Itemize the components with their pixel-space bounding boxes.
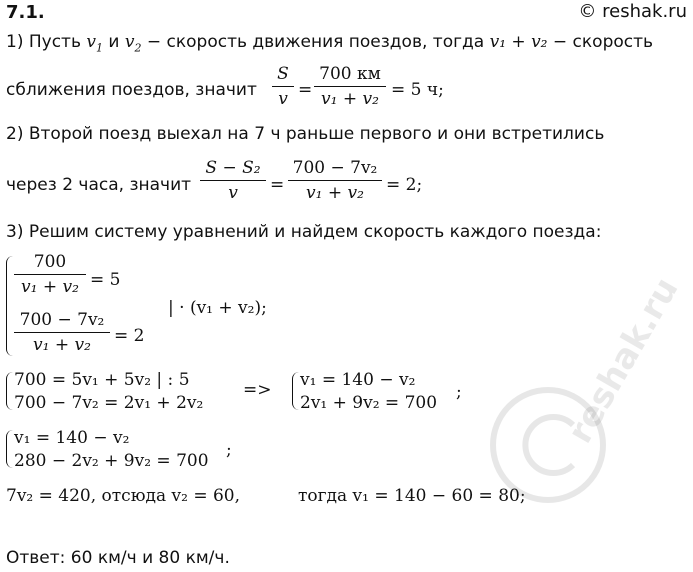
system1-fraction1: 700 v₁ + v₂ — [14, 252, 86, 297]
step1-mid: − скорость движения поездов, тогда — [146, 32, 485, 52]
fraction-s-minus-s2-over-v: S − S₂ v — [200, 158, 266, 203]
copyright-label: © reshak.ru — [578, 1, 687, 22]
implies-arrow: => — [243, 380, 272, 400]
equals-sign: = — [298, 80, 313, 100]
system2-line1: 700 = 5v₁ + 5v₂ | : 5 — [14, 370, 190, 390]
fraction-700-over-sum: 700 км v₁ + v₂ — [314, 64, 386, 109]
final-line-a: 7v₂ = 420, отсюда v₂ = 60, — [6, 486, 241, 506]
step3-line1: 3) Решим систему уравнений и найдем скорость каждого поезда: — [6, 222, 602, 242]
system2-brace — [6, 372, 13, 410]
system1-multiplier: | · (v₁ + v₂); — [168, 298, 267, 318]
var-v2: $v_2$ — [124, 32, 142, 55]
system1-brace — [6, 256, 13, 356]
equals-sign: = — [270, 175, 285, 195]
system4-end: ; — [226, 440, 232, 460]
system4-line2: 280 − 2v₂ + 9v₂ = 700 — [14, 451, 209, 471]
step1-end: − скорость — [552, 32, 654, 52]
system2-line2: 700 − 7v₂ = 2v₁ + 2v₂ — [14, 393, 204, 413]
step1-result: = 5 ч; — [391, 80, 444, 100]
step1-line1 — [6, 32, 653, 54]
system3-brace — [292, 372, 299, 410]
step2-line1: 2) Второй поезд выехал на 7 ч раньше первого и они встретились — [6, 124, 605, 144]
var-v1: $v_1$ — [86, 32, 103, 55]
final-line-b: тогда v₁ = 140 − 60 = 80; — [298, 486, 526, 506]
system4-line1: v₁ = 140 − v₂ — [14, 428, 130, 448]
problem-number: 7.1. — [6, 2, 45, 23]
system1-eq1-result: = 5 — [90, 270, 121, 290]
step2-line2: через 2 часа, значит — [6, 175, 192, 195]
fraction-700-minus-7v2-over-sum: 700 − 7v₂ v₁ + v₂ — [288, 158, 382, 203]
step1-line2: сближения поездов, значит — [6, 80, 257, 100]
watermark-text: reshak.ru — [560, 270, 687, 450]
answer-line: Ответ: 60 км/ч и 80 км/ч. — [6, 548, 230, 568]
system3-end: ; — [456, 382, 462, 402]
system3-line2: 2v₁ + 9v₂ = 700 — [300, 393, 438, 413]
fraction-s-over-v: S v — [272, 64, 294, 109]
system4-brace — [6, 430, 13, 468]
system1-fraction2: 700 − 7v₂ v₁ + v₂ — [14, 310, 110, 355]
system1-eq2-result: = 2 — [114, 326, 145, 346]
sum-v1-v2: v₁ + v₂ — [489, 32, 548, 52]
step1-intro: 1) Пусть — [6, 32, 81, 52]
and-word: и — [108, 32, 120, 52]
step2-result: = 2; — [386, 175, 423, 195]
system3-line1: v₁ = 140 − v₂ — [300, 370, 416, 390]
